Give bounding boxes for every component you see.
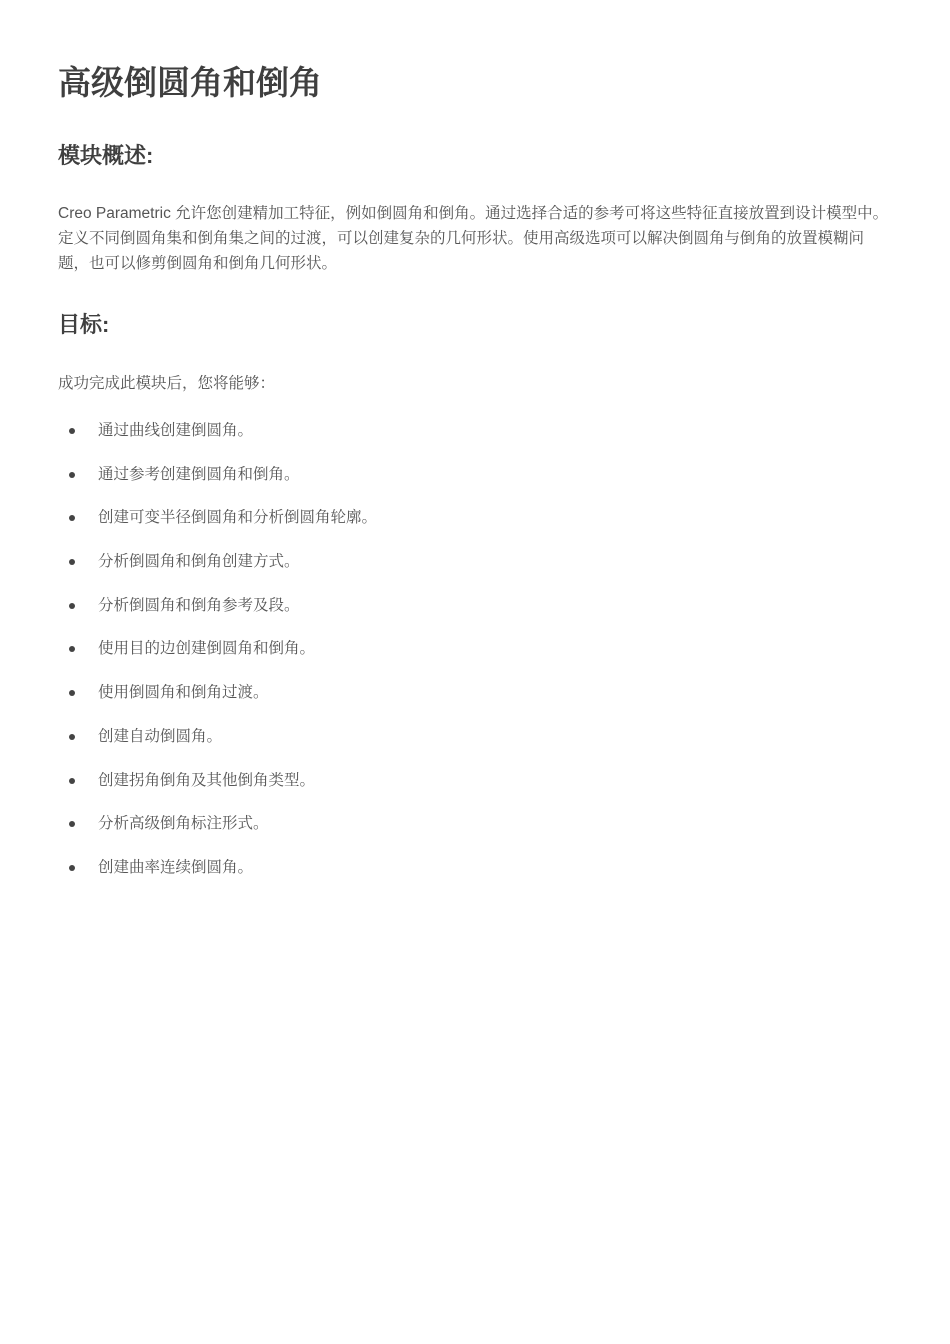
bullet-icon <box>69 865 75 871</box>
goal-text: 分析高级倒角标注形式。 <box>98 815 269 833</box>
goals-heading: 目标: <box>58 312 110 337</box>
list-item <box>58 462 894 506</box>
list-item <box>58 549 894 593</box>
overview-heading: 模块概述: <box>58 143 154 168</box>
list-item <box>58 636 894 680</box>
bullet-icon <box>69 821 75 827</box>
goals-intro: 成功完成此模块后，您将能够： <box>58 375 276 392</box>
list-item <box>58 593 894 637</box>
goal-text: 创建拐角倒角及其他倒角类型。 <box>98 771 316 789</box>
goal-text: 创建自动倒圆角。 <box>98 727 223 745</box>
goals-list <box>58 418 894 899</box>
bullet-icon <box>69 690 75 696</box>
bullet-icon <box>69 646 75 652</box>
overview-paragraph: Creo Parametric 允许您创建精加工特征，例如倒圆角和倒角。通过选择合适的参考可将这些特征直接放置到设计模型中。定义不同倒圆角集和倒角集之间的过渡，可以创建复杂的几何形状。使用高级选项可以解决倒圆角与倒角的放置模糊问题，也可以修剪倒圆角和倒角几何形状。 <box>58 205 889 272</box>
bullet-icon <box>69 428 75 434</box>
goal-text: 创建曲率连续倒圆角。 <box>98 858 254 876</box>
goal-text: 分析倒圆角和倒角创建方式。 <box>98 553 300 571</box>
bullet-icon <box>69 472 75 478</box>
bullet-icon <box>69 515 75 521</box>
goal-text: 分析倒圆角和倒角参考及段。 <box>98 596 300 614</box>
goal-text: 使用目的边创建倒圆角和倒角。 <box>98 640 316 658</box>
list-item <box>58 768 894 812</box>
bullet-icon <box>69 778 75 784</box>
list-item <box>58 505 894 549</box>
list-item <box>58 680 894 724</box>
list-item <box>58 418 894 462</box>
goal-text: 通过曲线创建倒圆角。 <box>98 422 254 439</box>
list-item <box>58 724 894 768</box>
goal-text: 使用倒圆角和倒角过渡。 <box>98 684 269 702</box>
bullet-icon <box>69 559 75 565</box>
bullet-icon <box>69 734 75 740</box>
goal-text: 通过参考创建倒圆角和倒角。 <box>98 465 300 483</box>
document-title: 高级倒圆角和倒角 <box>58 64 322 101</box>
list-item <box>58 811 894 855</box>
bullet-icon <box>69 603 75 609</box>
goal-text: 创建可变半径倒圆角和分析倒圆角轮廓。 <box>98 509 378 527</box>
list-item <box>58 855 894 899</box>
